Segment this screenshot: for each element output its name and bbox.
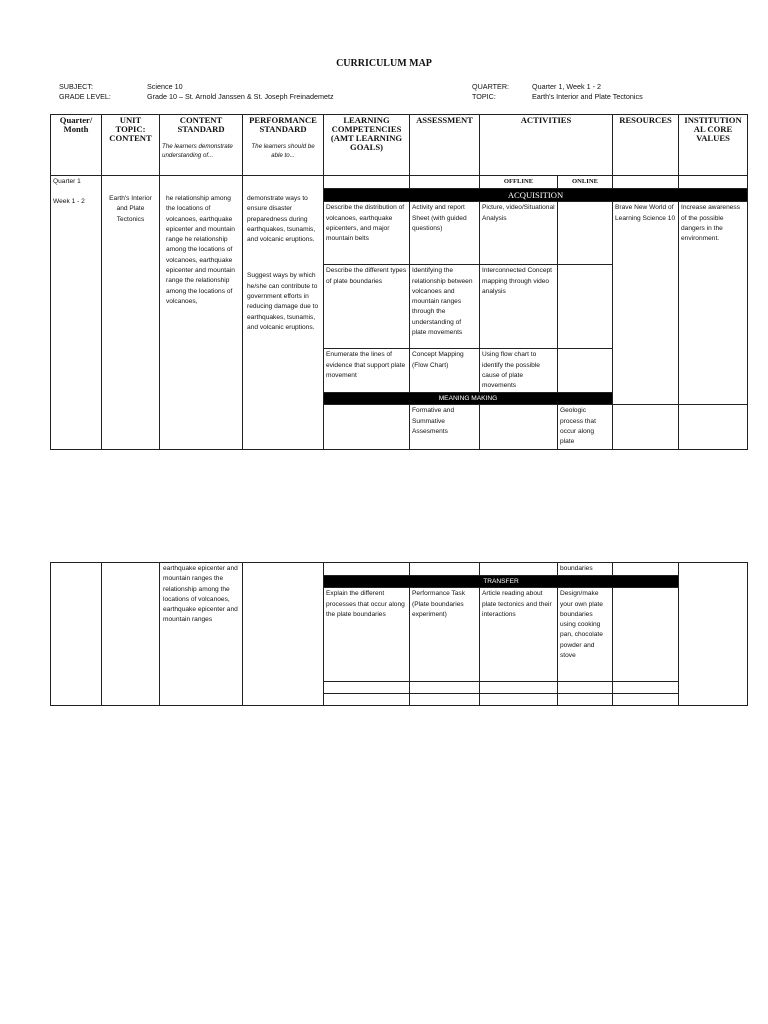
header-resources: RESOURCES — [613, 115, 679, 176]
header-assessment: ASSESSMENT — [410, 115, 480, 176]
activity-offline-cell: Picture, video/Situational Analysis — [480, 202, 558, 265]
unit-topic-cell: Earth's Interior and Plate Tectonics — [102, 176, 160, 450]
content-standard-subtitle: The learners demonstrate understanding of... — [162, 143, 233, 159]
header-quarter-month: Quarter/ Month — [51, 115, 102, 176]
transfer-band: TRANSFER — [324, 576, 679, 588]
assessment-cell: Performance Task (Plate boundaries experiment) — [410, 588, 480, 682]
empty-cell — [613, 563, 679, 576]
resources-cell: Brave New World of Learning Science 10 — [613, 202, 679, 405]
activity-online-cell — [558, 349, 613, 393]
empty-cell — [679, 176, 748, 189]
empty-cell — [480, 682, 558, 694]
assessment-cell: Concept Mapping (Flow Chart) — [410, 349, 480, 393]
resources-cell — [613, 588, 679, 682]
activity-online-cell — [558, 265, 613, 349]
activity-offline-cell: Using flow chart to identify the possible cause of plate movements — [480, 349, 558, 393]
competency-cell: Enumerate the lines of evidence that support plate movement — [324, 349, 410, 393]
empty-cell — [324, 176, 410, 189]
empty-cell — [410, 176, 480, 189]
header-learning-competencies: LEARNING COMPETENCIES (AMT LEARNING GOALS) — [324, 115, 410, 176]
empty-cell — [410, 563, 480, 576]
document-title: CURRICULUM MAP — [336, 58, 432, 69]
quarter-text: Quarter 1 — [53, 178, 81, 185]
competency-cell — [324, 405, 410, 449]
activity-online-cell: Design/make your own plate boundaries using cooking pan, chocolate powder and stove — [558, 588, 613, 682]
performance-standard-cell — [243, 176, 324, 450]
quarter-cell — [51, 563, 102, 706]
core-values-cell: Increase awareness of the possible dangers in the environment. — [679, 202, 748, 405]
activity-online-cell: Geologic process that occur along plate — [558, 405, 613, 449]
empty-cell — [613, 682, 679, 694]
competency-cell: Describe the distribution of volcanoes, earthquake epicenters, and major mountain belts — [324, 202, 410, 265]
core-values-cell — [679, 563, 748, 706]
meaning-making-band: MEANING MAKING — [324, 393, 613, 405]
acquisition-band: ACQUISITION — [324, 189, 748, 202]
empty-cell — [410, 694, 480, 706]
empty-cell — [679, 405, 748, 449]
header-offline: OFFLINE — [480, 176, 558, 189]
empty-cell — [480, 694, 558, 706]
empty-cell — [480, 563, 558, 576]
curriculum-map-table-continued — [50, 562, 748, 706]
subject-label: SUBJECT: — [59, 82, 93, 91]
activity-offline-cell: Interconnected Concept mapping through video analysis — [480, 265, 558, 349]
grade-level-label: GRADE LEVEL: — [59, 92, 111, 101]
performance-standard-subtitle: The learners should be able to... — [251, 143, 315, 159]
empty-cell — [613, 694, 679, 706]
topic-label: TOPIC: — [472, 92, 496, 101]
topic-value: Earth's Interior and Plate Tectonics — [532, 92, 643, 101]
empty-cell — [558, 682, 613, 694]
unit-topic-cell — [102, 563, 160, 706]
assessment-cell: Identifying the relationship between volcanoes and mountain ranges through the understanding of plate movements — [410, 265, 480, 349]
content-standard-cell: he relationship among the locations of volcanoes, earthquake epicenter and mountain range he relationship among the locations of volcanoes, earthquake epicenter and mountain range the relationship among the locations of volcanoes, — [160, 176, 243, 450]
quarter-label: QUARTER: — [472, 82, 510, 91]
activity-online-cell: boundaries — [558, 563, 613, 576]
quarter-value: Quarter 1, Week 1 - 2 — [532, 82, 601, 91]
empty-cell — [410, 682, 480, 694]
grade-level-value: Grade 10 – St. Arnold Janssen & St. Joseph Freinademetz — [147, 92, 334, 101]
header-core-values: INSTITUTION AL CORE VALUES — [679, 115, 748, 176]
activity-online-cell — [558, 202, 613, 265]
header-performance-standard: PERFORMANCE STANDARD The learners should be able to... — [243, 115, 324, 176]
quarter-cell — [51, 176, 102, 450]
header-unit-topic: UNIT TOPIC: CONTENT — [102, 115, 160, 176]
header-online: ONLINE — [558, 176, 613, 189]
empty-cell — [613, 405, 679, 449]
subject-value: Science 10 — [147, 82, 183, 91]
empty-cell — [613, 176, 679, 189]
header-content-standard: CONTENT STANDARD The learners demonstrate understanding of... — [160, 115, 243, 176]
performance-standard-cell — [243, 563, 324, 706]
week-text: Week 1 - 2 — [53, 198, 85, 206]
performance-standard-1: demonstrate ways to ensure disaster preparedness during earthquakes, tsunamis, and volcanic eruptions. — [247, 195, 316, 244]
competency-cell: Explain the different processes that occur along the plate boundaries — [324, 588, 410, 682]
header-activities: ACTIVITIES — [480, 115, 613, 176]
empty-cell — [324, 563, 410, 576]
empty-cell — [324, 694, 410, 706]
activity-offline-cell: Article reading about plate tectonics and their interactions — [480, 588, 558, 682]
curriculum-map-table — [50, 114, 748, 450]
empty-cell — [324, 682, 410, 694]
assessment-cell: Activity and report Sheet (with guided questions) — [410, 202, 480, 265]
assessment-cell: Formative and Summative Assesments — [410, 405, 480, 449]
performance-standard-2: Suggest ways by which he/she can contribute to government efforts in reducing damage due to earthquakes, tsunamis, and volcanic eruptions. — [247, 272, 319, 331]
activity-offline-cell — [480, 405, 558, 449]
content-standard-cell: earthquake epicenter and mountain ranges the relationship among the locations of volcanoes, earthquake epicenter and mountain ranges — [160, 563, 243, 706]
competency-cell: Describe the different types of plate boundaries — [324, 265, 410, 349]
empty-cell — [558, 694, 613, 706]
